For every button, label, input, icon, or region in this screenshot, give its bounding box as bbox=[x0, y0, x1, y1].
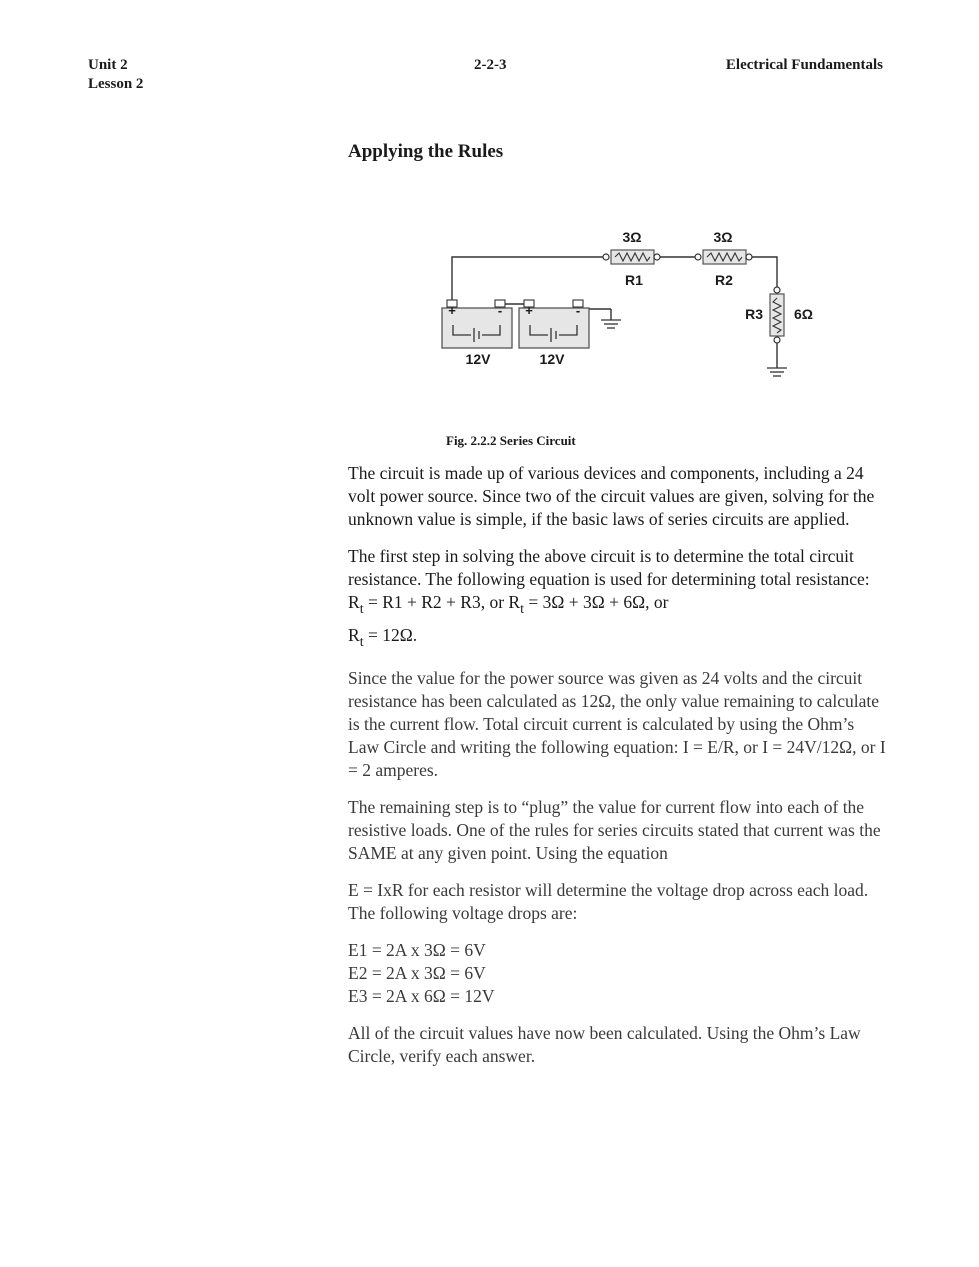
text-run: = 12Ω. bbox=[363, 625, 418, 645]
paragraph: E = IxR for each resistor will determine the voltage drop across each load. The following voltage drops are: bbox=[348, 880, 869, 923]
paragraph-total-resistance bbox=[348, 545, 888, 649]
resistor-r3 bbox=[770, 287, 784, 343]
r1-value: 3Ω bbox=[622, 229, 642, 245]
battery1-voltage: 12V bbox=[465, 351, 491, 367]
battery1-minus: - bbox=[497, 303, 503, 318]
resistor-r1 bbox=[603, 250, 660, 264]
paragraph: Since the value for the power source was given as 24 volts and the circuit resistance has been calculated as 12Ω, the only value remaining to calculate is the current flow. Total circuit current is calculated by using the Ohm’s Law Circle and writing the following equation: I = E/R, or I = 24V/12Ω, or I = 2 amperes. bbox=[348, 668, 886, 780]
section-title: Applying the Rules bbox=[348, 141, 504, 162]
body-text bbox=[348, 462, 888, 1082]
battery1-plus: + bbox=[448, 303, 456, 318]
subscript: t bbox=[520, 602, 524, 617]
subscript: t bbox=[359, 602, 364, 617]
battery2-plus: + bbox=[525, 303, 533, 318]
text-run: The first step in solving the above circuit is to determine the total circuit resistance. The following equation is used for determining total resistance: R bbox=[348, 546, 870, 612]
r3-value: 6Ω bbox=[794, 306, 814, 322]
subscript: t bbox=[359, 635, 364, 650]
calc-line: E2 = 2A x 3Ω = 6V bbox=[348, 963, 486, 983]
paragraph: All of the circuit values have now been calculated. Using the Ohm’s Law Circle, verify each answer. bbox=[348, 1023, 861, 1066]
r3-label: R3 bbox=[745, 306, 763, 322]
series-circuit-figure bbox=[430, 220, 830, 390]
ground-icon bbox=[601, 320, 621, 328]
battery2-voltage: 12V bbox=[539, 351, 565, 367]
r1-label: R1 bbox=[625, 272, 643, 288]
text-run: = R1 + R2 + R3, or R bbox=[363, 592, 521, 612]
unit-label: Unit 2 bbox=[88, 57, 128, 73]
page-number: 2-2-3 bbox=[474, 57, 507, 73]
course-title: Electrical Fundamentals bbox=[725, 57, 883, 73]
lesson-label: Lesson 2 bbox=[88, 76, 144, 92]
r2-label: R2 bbox=[715, 272, 733, 288]
r2-value: 3Ω bbox=[713, 229, 733, 245]
figure-caption: Fig. 2.2.2 Series Circuit bbox=[446, 433, 576, 448]
text-run: = 3Ω + 3Ω + 6Ω, or bbox=[523, 592, 669, 612]
calc-line: E3 = 2A x 6Ω = 12V bbox=[348, 986, 495, 1006]
resistor-r2 bbox=[695, 250, 752, 264]
page-header-left bbox=[88, 56, 143, 94]
series-circuit-diagram bbox=[430, 220, 830, 390]
calc-line: E1 = 2A x 3Ω = 6V bbox=[348, 940, 486, 960]
paragraph: The remaining step is to “plug” the value for current flow into each of the resistive loads. One of the rules for series circuits stated that current was the SAME at any given point. Using the equation bbox=[348, 797, 881, 863]
paragraph: The circuit is made up of various devices and components, including a 24 volt power source. Since two of the circuit values are given, solving for the unknown value is simple, if the basic laws of series circuits are applied. bbox=[348, 463, 875, 529]
battery2-minus: - bbox=[575, 303, 581, 318]
voltage-drop-list bbox=[348, 939, 888, 1008]
text-run: R bbox=[348, 625, 360, 645]
ground-icon bbox=[767, 368, 787, 376]
